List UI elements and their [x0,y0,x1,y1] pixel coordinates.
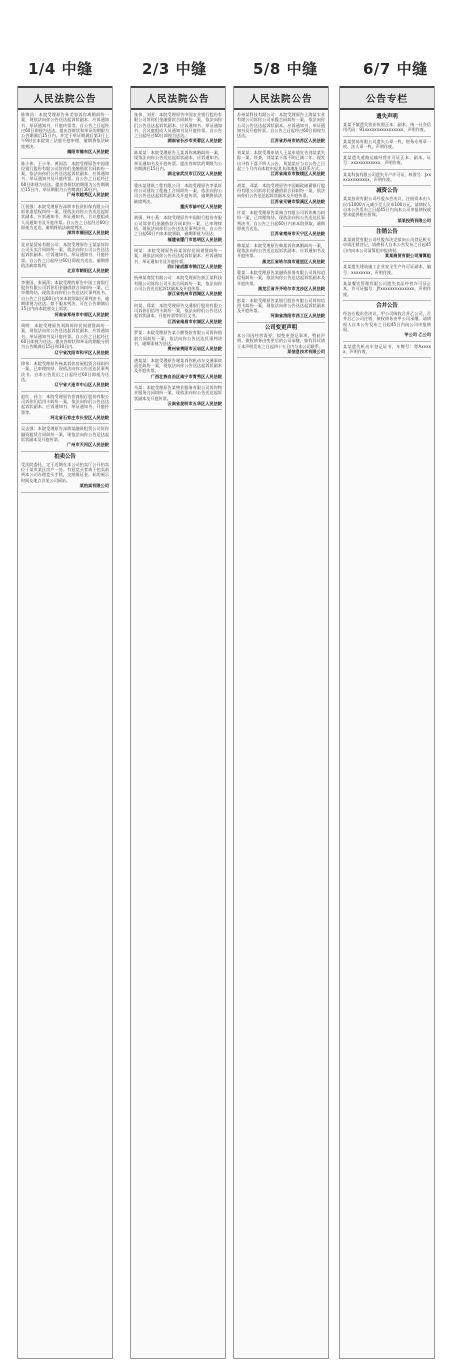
court-notice [343,264,431,275]
court-notice [134,358,222,379]
notice-divider [237,207,325,208]
court-notice [134,275,222,296]
notice-divider [134,382,222,383]
notice-signature: 某拍卖有限公司 [79,483,109,489]
notice-text: 陈小伟、王小华、黄国浩：本院受理原告中国建设银行股份有限公司诉你们金融借款合同纠纷一案，依法向你们公告送达起诉状副本、应诉通知书、举证通知书及开庭传票。自公告之日起经过60日即视为送达。提出答辩状的期限为公告期满后15日内，举证期限为公告期满后30日内。 [21,160,109,193]
court-notice [134,183,222,210]
notice-signature: 福建省厦门市思明区人民法院 [167,236,222,242]
notice-divider [237,357,325,358]
court-notice [343,172,431,183]
notice-text: 本公司因经营需要，拟变更登记事项，特此声明。债权债务由变更后的公司承继，如有异议请于本声明发布之日起四十五日内与本公司联系。 [237,332,325,349]
court-notice [343,114,431,133]
notice-divider [343,278,431,279]
column-label-5-8: 5/8 中缝 [253,60,318,78]
notice-signature: 重庆市渝中区人民法院 [180,203,222,209]
notice-text: 某某贸易有限公司遗失公章一枚、财务专用章一枚、法人章一枚，声明作废。 [343,138,431,149]
notice-text: 徐伟：本院受理原告杨某诉你房屋租赁合同纠纷一案，已审理终结。现依法向你公告送达民事判决书。自本公告发出之日起经过60日即视为送达。 [21,361,109,382]
column-labels-bar [0,0,450,86]
court-notice [21,161,109,198]
court-notice [134,112,222,144]
notice-signature: 浙江省杭州市西湖区人民法院 [167,291,222,297]
notice-divider [21,239,109,240]
column-body [131,110,225,410]
notice-text: 周明：本院受理原告刘海诉你民间借贷纠纷一案，现依法向你公告送达起诉状副本、应诉通知书、举证通知书及开庭传票。自公告之日起经过60日即视为送达。提出答辩状和举证的期限分别为公告期满后15日和30日内。 [21,323,109,350]
notice-text: 曹某：本院受理原告某融资担保有限公司诉你追偿权纠纷一案，依法向你公告送达起诉状副本及开庭传票。 [237,270,325,286]
notice-divider [21,158,109,159]
notice-text: 受法院委托，定于近期在本公司拍卖厅公开拍卖位于某市某区房产一处。有意竞买者请于拍卖前到本公司办理竞买手续，交纳保证金。标的展示时间及地点详见公司网站。 [21,461,109,483]
notice-divider [134,327,222,328]
notice-signature: 江苏省南京市鼓楼区人民法院 [270,171,325,177]
notice-divider [237,267,325,268]
notice-text: 北京某贸易有限公司：本院受理原告王某某诉你公司买卖合同纠纷一案，依法向你公司公告送达起诉状副本、应诉通知书、举证通知书、开庭传票。自公告之日起经过60日即视为送达，逾期将依法缺席裁判。 [21,241,109,269]
court-notice [134,150,222,177]
newspaper-column-1 [17,86,113,1359]
court-notice [237,298,325,319]
notice-divider [343,169,431,170]
notice-signature: 北京市朝阳区人民法院 [67,268,109,274]
court-notice [237,183,325,204]
notice-signature: 云南省昆明市五华区人民法院 [167,400,222,406]
notice-title: 注销公告 [376,229,398,236]
column-body [18,110,112,493]
notice-title: 公司变更声明 [264,324,298,331]
column-body [340,110,434,358]
notice-divider [343,136,431,137]
court-notice [21,242,109,274]
notice-text: 某某餐饮管理有限公司遗失食品经营许可证正本，许可证编号：JYxxxxxxxxxxxxxx，声明作废。 [343,281,431,297]
notice-signature: 某信息技术有限公司 [287,348,325,354]
court-notice [237,112,325,144]
notice-signature: 河南省郑州市中原区人民法院 [54,311,109,317]
notice-text: 李建国、张丽萍：本院受理的原告中国工商银行股份有限公司诉你们金融借款合同纠纷一案，已审理终结。现依法向你们公告送达民事判决书。自公告之日起60日内来本院领取民事判决书，逾期即视为送达。如不服本判决，可在公告期满后15日内向本院递交上诉状。 [21,279,109,312]
notice-divider [134,272,222,273]
notice-title: 遗失声明 [376,114,398,120]
notice-divider [21,320,109,321]
notice-signature: 揭阳市揭东区人民法院 [67,149,109,155]
notice-signature: 广州市天河区人民法院 [67,442,109,448]
court-notice [237,243,325,264]
court-notice [343,303,431,338]
notice-signature: 黑龙江省哈尔滨市道里区人民法院 [262,258,325,264]
notice-text: 重庆某建筑工程有限公司：本院受理原告李某诉你公司建设工程施工合同纠纷一案，依法向你公司公告送达起诉状副本及开庭传票，逾期将依法缺席判决。 [134,182,222,204]
column-header: 公告专栏 [340,86,434,110]
newspaper-column-2 [130,86,226,1359]
notice-divider [343,185,431,186]
court-notice [21,361,109,388]
notice-title: 合并公告 [376,302,398,309]
notice-divider [21,492,109,493]
court-notice [343,139,431,150]
court-notice [21,204,109,236]
notice-signature: 河北省石家庄市长安区人民法院 [50,414,109,420]
notice-divider [134,409,222,410]
notice-signature: 辽宁省大连市中山区人民法院 [54,382,109,388]
notice-text: 张伟、刘芳：本院受理原告中国农业银行股份有限公司诉你们金融借款合同纠纷一案，依法向你们公告送达起诉状副本、应诉通知书、举证通知书、合议庭组成人员通知书及开庭传票。自公告之日起经过60日即视为送达。 [134,112,222,139]
column-header: 人民法院公告 [131,86,225,110]
notice-signature: 黑龙江省齐齐哈尔市龙沙区人民法院 [257,286,325,292]
notice-divider [237,295,325,296]
notice-text: 黄强、林小燕：本院受理原告中国银行股份有限公司诉你们金融借款合同纠纷一案，已审理终结。现依法向你们公告送达民事判决书，自公告之日起60日内来本院领取，逾期即视为送达。 [134,215,222,237]
notice-signature: 某某投资有限公司 [397,217,431,223]
notice-text: 彭某：本院受理原告某银行股份有限公司诉你信用卡纠纷一案，现依法向你公告送达起诉状副本及开庭传票。 [237,297,325,314]
notice-divider [21,423,109,424]
notice-divider [343,341,431,342]
court-notice [134,215,222,242]
notice-divider [343,357,431,358]
notice-signature: 河南省洛阳市西工区人民法院 [270,313,325,319]
notice-divider [343,300,431,301]
column-header: 人民法院公告 [18,86,112,110]
notice-text: 杭州某商贸有限公司：本院受理原告浙江某科技有限公司诉你公司买卖合同纠纷一案，依法向你公司公告送达起诉状副本及开庭传票。 [134,275,222,292]
notice-divider [237,240,325,241]
notice-text: 何某、郑某：本院受理原告交通银行股份有限公司诉你们信用卡纠纷一案，依法向你们公告送达起诉状副本、开庭传票等诉讼文书。 [134,302,222,319]
court-notice [21,323,109,355]
notice-text: 周某：本院受理原告孙某诉你民间借贷纠纷一案，现依法向你公告送达起诉状副本、应诉通知书、举证通知书及开庭传票。 [134,248,222,264]
notice-title: 减资公告 [376,188,398,195]
newspaper-column-4 [339,86,435,1359]
notice-text: 刘某某：本院受理申请人王某申请宣告刘某某失踪一案，经查，刘某某下落不明已满二年。现发出寻找下落不明人公告，刘某某应当自公告之日起三个月内向本院申报其具体地址及联系方式。 [237,149,325,171]
notice-text: 胡某、邓某：本院受理原告中国邮政储蓄银行股份有限公司诉你们金融借款合同纠纷一案，依法向你们公告送达起诉状副本及开庭传票。 [237,182,325,199]
court-notice [134,385,222,406]
notice-divider [343,261,431,262]
notice-signature: 深圳市福田区人民法院 [67,230,109,236]
notice-divider [21,391,109,392]
notice-text: 某某遗失建筑施工企业安全生产许可证副本，编号：xxxxxxxx，声明作废。 [343,264,431,275]
notice-text: 唐某某：本院受理原告谢某诉你机动车交通事故责任纠纷一案，现依法向你公告送达起诉状副本及开庭传票。 [134,357,222,374]
notice-divider [237,147,325,148]
notice-text: 马某：本院受理原告某物业服务有限公司诉你物业服务合同纠纷一案，现依法向你公告送达起诉状副本及开庭传票。 [134,385,222,401]
notice-divider [343,152,431,153]
notice-title: 拍卖公告 [54,453,76,460]
notice-divider [134,180,222,181]
notice-text: 某某科技有限公司遗失开户许可证，核准号：Jxxxxxxxxxxxxx，声明作废。 [343,171,431,183]
notice-divider [134,300,222,301]
notice-text: 罗某：本院受理原告某小额贷款有限公司诉你借款合同纠纷一案，依法向你公告送达民事判决书，逾期即视为送达。 [134,330,222,346]
notice-text: 苏州某科技有限公司：本院受理原告上海某实业有限公司诉你公司承揽合同纠纷一案，依法向你公司公告送达起诉状副本、应诉通知书、举证通知书及开庭传票。自公告之日起经过60日即视为送达。 [237,112,325,139]
court-notice [21,394,109,421]
notice-divider [134,147,222,148]
notice-divider [21,201,109,202]
court-notice [343,155,431,166]
notice-signature: 江苏省苏州市姑苏区人民法院 [270,138,325,144]
notice-text: 赵红、孙立：本院受理原告招商银行股份有限公司诉你们信用卡纠纷一案，依法向你们公告送达起诉状副本、应诉通知书、举证通知书、开庭传票等。 [21,393,109,415]
notice-text: 韩某某：本院受理原告韩某诉你离婚纠纷一案，现依法向你公告送达起诉状副本、应诉通知书及开庭传票。 [237,242,325,259]
court-notice [237,210,325,237]
notice-text: 经各方股东会决议，甲公司吸收合并乙公司，合并后乙公司注销，债权债务由甲公司承继。请债权人自本公告发布之日起45日内向公司申报债权。 [343,310,431,332]
notice-text: 江恒强：本院受理原告深圳市投资担保有限公司诉你追偿权纠纷一案，现依法向你公告送达起诉状副本、应诉通知书、举证通知书、合议庭组成人员通知书及开庭传票。自公告之日起经过60日即视为送达。逾期将依法缺席判决。 [21,203,109,231]
court-notice [21,454,109,489]
column-header: 人民法院公告 [234,86,328,110]
court-notice [237,270,325,291]
court-notice [134,303,222,324]
notice-signature: 湖南省长沙市芙蓉区人民法院 [167,138,222,144]
notice-divider [21,358,109,359]
court-notice [21,280,109,317]
court-notice [343,281,431,297]
court-notice [343,229,431,258]
notice-signature: 广州市越秀区人民法院 [67,192,109,198]
notice-divider [21,277,109,278]
notice-text: 许某：本院受理原告某典当有限公司诉你典当纠纷一案，已审理终结。现依法向你公告送达民事判决书，自公告之日起60日内来本院领取，逾期即视为送达。 [237,210,325,231]
notice-text: 陈锦昌：本院受理原告孙美容诉你离婚纠纷一案，现依法向你公告送达起诉状副本、应诉通知书、举证通知书、开庭传票等。自公告之日起经过60日即视为送达。提出答辩状和举证的期限为公告期满后15日内。并定于举证期满后第3日上午9时在本院第三法庭开庭审理，逾期将依法缺席判决。 [21,112,109,149]
notice-signature: 贵州省贵阳市云岩区人民法院 [167,346,222,352]
column-label-2-3: 2/3 中缝 [142,60,207,78]
notice-text: 某某商贸有限公司经股东决定拟向公司登记机关申请注销登记，请债权人自本公告发布之日起45日内向本公司清算组申报债权。 [343,237,431,253]
notice-signature: 湖北省武汉市江汉区人民法院 [167,171,222,177]
notice-signature: 江苏省无锡市梁溪区人民法院 [270,198,325,204]
court-notice [134,248,222,269]
notice-signature: 某某商贸有限公司清算组 [384,252,431,258]
notice-signature: 甲公司 乙公司 [404,332,431,338]
court-notice [343,188,431,223]
notice-divider [134,245,222,246]
column-label-1-4: 1/4 中缝 [28,60,93,78]
notice-divider [237,180,325,181]
newspaper-column-3 [233,86,329,1359]
notice-text: 吴志强：本院受理原告深圳某融资租赁公司诉你融资租赁合同纠纷一案，现依法向你公告送达起诉状副本及开庭传票。 [21,426,109,443]
notice-divider [134,355,222,356]
court-notice [21,112,109,155]
notice-signature: 江西省南昌市东湖区人民法院 [167,318,222,324]
notice-divider [134,212,222,213]
court-notice [343,344,431,355]
court-notice [134,330,222,351]
notice-divider [21,451,109,452]
notice-divider [237,322,325,323]
notice-divider [343,226,431,227]
notice-text: 某某遗失机动车登记证书，车牌号：粤Axxxxx，声明作废。 [343,343,431,354]
notice-signature: 广西壮族自治区南宁市青秀区人民法院 [150,373,222,379]
court-notice [237,150,325,177]
notice-signature: 四川省成都市锦江区人民法院 [167,263,222,269]
notice-text: 某某遗失道路运输经营许可证正本、副本，证号：xxxxxxxxxxxx，声明作废。 [343,155,431,166]
court-notice [237,325,325,354]
notice-text: 某某不慎遗失营业执照正本、副本，统一社会信用代码：91xxxxxxxxxxxxxxxx，声明作废。 [343,122,431,133]
notice-signature: 辽宁省沈阳市和平区人民法院 [54,349,109,355]
notice-signature: 江苏省常州市天宁区人民法院 [270,231,325,237]
court-notice [21,426,109,447]
notice-text: 陈某某：本院受理原告王某诉你离婚纠纷一案，现依法向你公告送达起诉状副本、应诉通知书、举证通知书及开庭传票。提出答辩状的期限为公告期满后15日内。 [134,149,222,171]
notice-text: 某某投资有限公司经股东会决议，注册资本由人民币1000万元减少至人民币100万元。请债权人自本公告发布之日起45日内向本公司申报债权或要求提供相应担保。 [343,196,431,218]
column-label-6-7: 6/7 中缝 [363,60,428,78]
column-body [234,110,328,358]
